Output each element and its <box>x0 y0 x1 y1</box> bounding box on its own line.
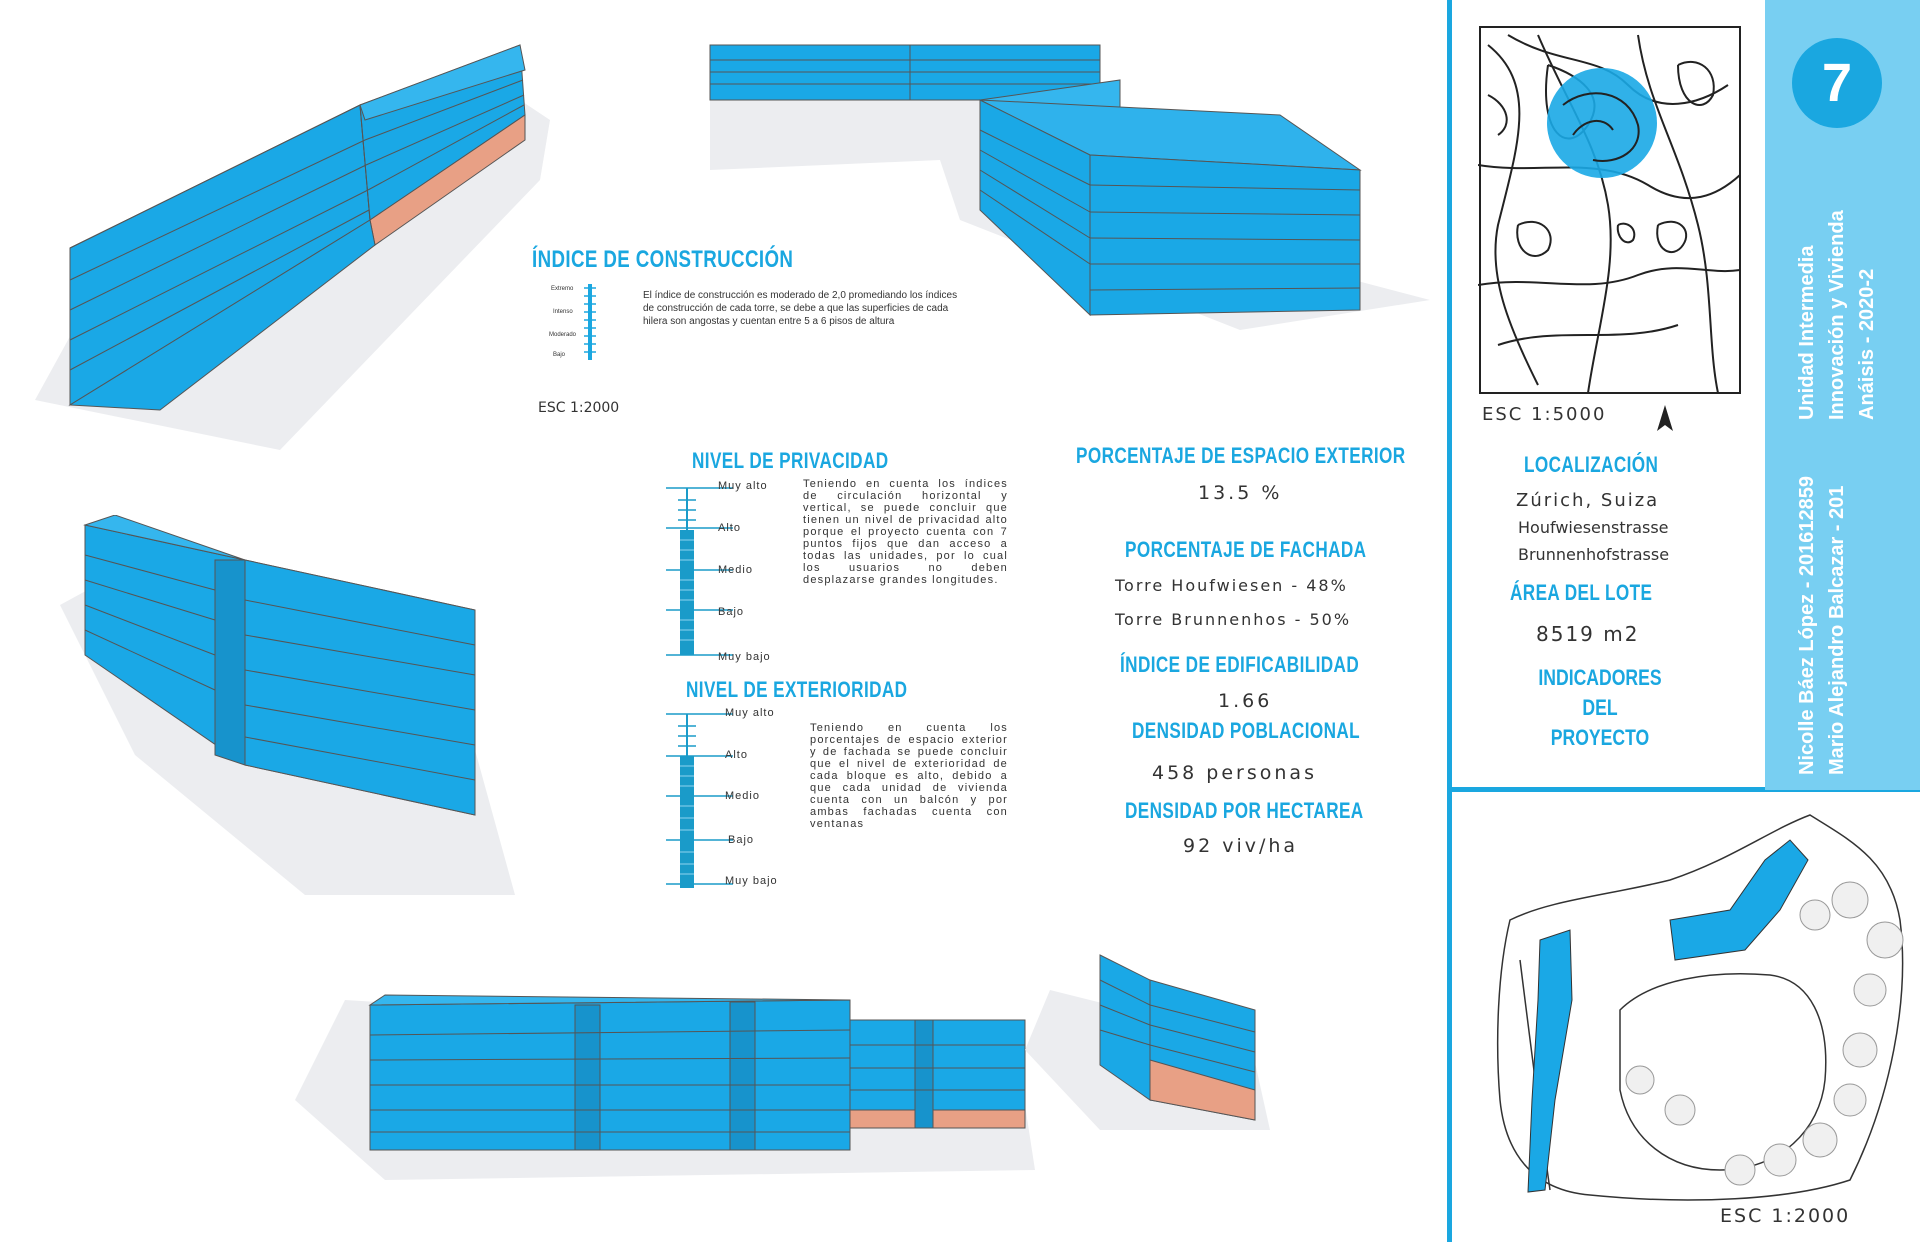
indice-scale-label-bajo: Bajo <box>553 352 566 358</box>
localizacion-title: LOCALIZACIÓN <box>1524 452 1659 477</box>
indice-scale-label-moderado: Moderado <box>549 332 577 338</box>
area-lote-value: 8519 m2 <box>1536 622 1640 646</box>
densidad-poblacional-title: DENSIDAD POBLACIONAL <box>1132 718 1361 743</box>
fachada-value-brunnenhos: Torre Brunnenhos - 50% <box>1115 610 1352 629</box>
exterioridad-level-alto: Alto <box>725 749 748 761</box>
sheet-number: 7 <box>1821 53 1853 113</box>
edificabilidad-title: ÍNDICE DE EDIFICABILIDAD <box>1120 652 1360 677</box>
privacidad-text: Teniendo en cuenta los índices de circulación horizontal y vertical, se puede concluir que tienen un nivel de privacidad alto porque el proyecto cuenta con 7 puntos fijos que dan acceso a todas las unidades, por lo cual los usuarios no deben desplazarse grandes longitudes. <box>803 478 1008 586</box>
indice-scale-label-intenso: Intenso <box>553 309 573 315</box>
privacidad-level-alto: Alto <box>718 522 741 534</box>
exterioridad-text: Teniendo en cuenta los porcentajes de espacio exterior y de fachada se puede concluir que el nivel de exterioridad de cada bloque es alto, debido a que cada unidad de vivienda cuenta con un balcón y por ambas fachadas cuenta con ventanas <box>810 722 1008 830</box>
exterioridad-title: NIVEL DE EXTERIORIDAD <box>686 677 908 702</box>
building-sketch-bottom-right <box>1020 950 1280 1150</box>
densidad-hectarea-title: DENSIDAD POR HECTAREA <box>1125 798 1364 823</box>
privacidad-level-bajo: Bajo <box>718 606 745 618</box>
sheet-number-badge <box>1792 38 1882 128</box>
localizacion-street-brunnenhof: Brunnenhofstrasse <box>1518 545 1670 564</box>
building-sketch-bottom <box>285 950 1045 1190</box>
proyecto-heading-line2: DEL <box>1582 695 1618 720</box>
building-sketch-middle-left <box>55 515 525 915</box>
localizacion-street-houfwiesen: Houfwiesenstrasse <box>1518 518 1669 537</box>
localizacion-city: Zúrich, Suiza <box>1516 490 1660 511</box>
sidebar-course-line-3: Anáisis - 2020-2 <box>1856 268 1878 420</box>
proyecto-heading-line1: INDICADORES <box>1538 665 1662 690</box>
location-map <box>1478 25 1742 395</box>
indice-scale-label-extremo: Extremo <box>551 286 574 292</box>
densidad-poblacional-value: 458 personas <box>1152 762 1317 784</box>
sidebar-course-line-2: Innovación y Vivienda <box>1826 210 1848 420</box>
site-plan <box>1490 800 1915 1220</box>
panel-divider-vertical <box>1447 0 1452 1242</box>
indice-construccion-scale-label: ESC 1:2000 <box>538 400 620 416</box>
espacio-exterior-title: PORCENTAJE DE ESPACIO EXTERIOR <box>1076 443 1406 468</box>
north-arrow-icon <box>1656 405 1674 431</box>
area-lote-title: ÁREA DEL LOTE <box>1510 580 1653 605</box>
fachada-value-houfwiesen: Torre Houfwiesen - 48% <box>1115 576 1348 595</box>
densidad-hectarea-value: 92 viv/ha <box>1183 835 1299 857</box>
indice-construccion-title: ÍNDICE DE CONSTRUCCIÓN <box>532 246 794 273</box>
site-plan-scale-label: ESC 1:2000 <box>1720 1205 1851 1227</box>
building-sketch-top-left <box>30 40 550 480</box>
edificabilidad-value: 1.66 <box>1218 690 1273 712</box>
exterioridad-level-bajo: Bajo <box>728 834 755 846</box>
fachada-title: PORCENTAJE DE FACHADA <box>1125 537 1367 562</box>
privacidad-title: NIVEL DE PRIVACIDAD <box>692 448 889 473</box>
sidebar-author-line-1: Nicolle Báez López - 201612859 <box>1796 475 1818 775</box>
proyecto-heading-line3: PROYECTO <box>1550 725 1650 750</box>
indice-construccion-scale <box>580 282 640 366</box>
indice-construccion-text: El índice de construcción es moderado de 2,0 promediando los índices de construcción de cada torre, se debe a que las superficies de cada hilera son angostas y cuentan entre 5 a 6 pisos de altura <box>643 290 958 327</box>
privacidad-level-muy-bajo: Muy bajo <box>718 651 771 663</box>
exterioridad-level-medio: Medio <box>725 790 760 802</box>
privacidad-level-muy-alto: Muy alto <box>718 480 768 492</box>
sidebar-author-line-2: Mario Alejandro Balcazar - 201 <box>1826 485 1848 775</box>
espacio-exterior-value: 13.5 % <box>1198 482 1283 504</box>
map-scale-label: ESC 1:5000 <box>1482 404 1607 425</box>
exterioridad-level-muy-bajo: Muy bajo <box>725 875 778 887</box>
privacidad-level-medio: Medio <box>718 564 753 576</box>
sidebar-course-line-1: Unidad Intermedia <box>1796 245 1818 420</box>
exterioridad-level-muy-alto: Muy alto <box>725 707 775 719</box>
